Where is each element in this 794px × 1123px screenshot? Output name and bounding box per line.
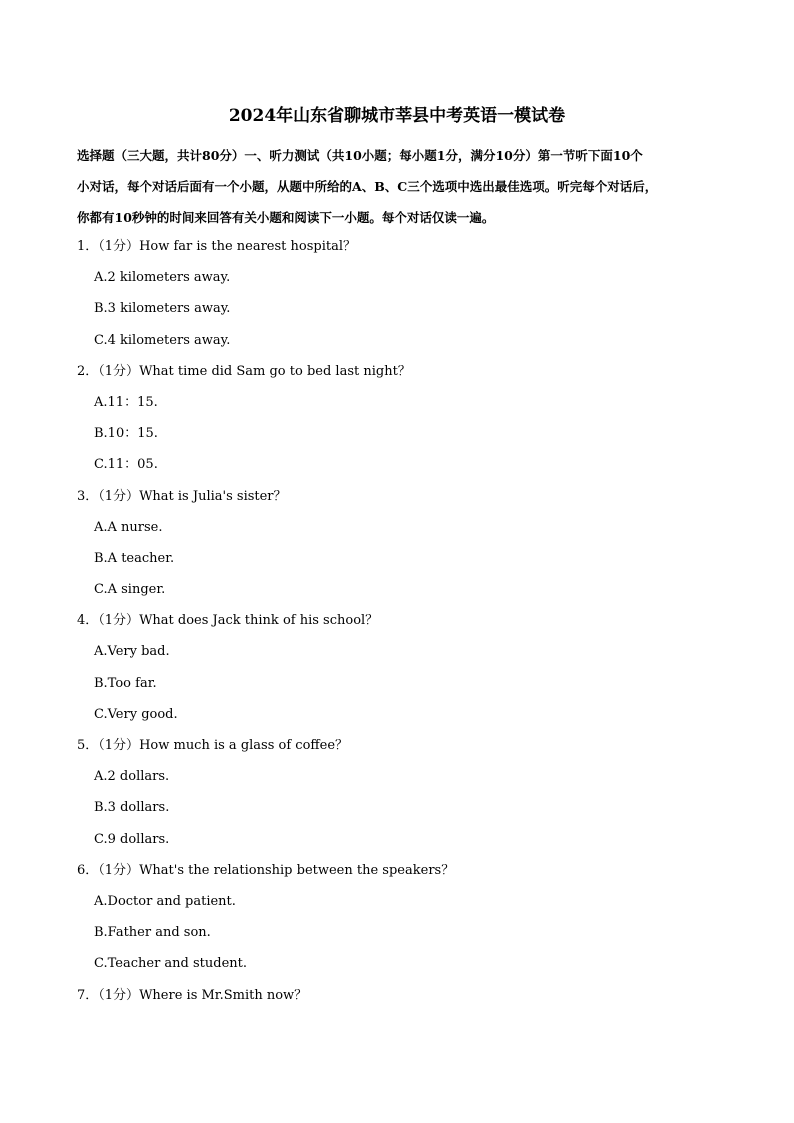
question-score: （1分） xyxy=(98,239,140,254)
question-score: （1分） xyxy=(98,738,140,753)
question-score: （1分） xyxy=(98,987,140,1003)
answer-option: C.Very good. xyxy=(94,706,178,722)
instructions-line: 选择题（三大题，共计80分）一、听力测试（共10小题；每小题1分，满分10分）第一节听下面10个 xyxy=(77,148,643,163)
question-text: What is Julia's sister？ xyxy=(139,488,287,504)
question-score: （1分） xyxy=(98,862,140,878)
question-number: 6． xyxy=(77,862,99,878)
question-score: （1分） xyxy=(98,613,140,629)
answer-option: C.A singer. xyxy=(94,582,166,598)
question-number: 3． xyxy=(77,488,99,504)
section-instructions xyxy=(77,140,727,233)
question-stem xyxy=(77,980,727,1011)
question-list xyxy=(77,231,727,1011)
question-score: （1分） xyxy=(98,363,140,379)
instructions-line: 你都有10秒钟的时间来回答有关小题和阅读下一小题。每个对话仅读一遍。 xyxy=(77,210,495,225)
question-text: How far is the nearest hospital？ xyxy=(139,239,357,254)
question-text: What time did Sam go to bed last night？ xyxy=(139,363,411,379)
answer-option: B.Father and son. xyxy=(94,925,211,941)
question-text: How much is a glass of coffee？ xyxy=(139,738,349,753)
question-stem xyxy=(77,481,727,512)
answer-option: A.11：15. xyxy=(94,394,158,410)
answer-option: C.4 kilometers away. xyxy=(94,332,231,348)
question-number: 5． xyxy=(77,738,99,753)
answer-option: A.Very bad. xyxy=(94,644,170,660)
answer-option: B.3 kilometers away. xyxy=(94,301,231,317)
question-number: 2． xyxy=(77,363,99,379)
question-stem xyxy=(77,231,727,262)
answer-option: C.9 dollars. xyxy=(94,831,170,847)
question-number: 4． xyxy=(77,613,99,629)
question-stem xyxy=(77,855,727,886)
answer-option: B.10：15. xyxy=(94,426,158,442)
question-number: 7． xyxy=(77,987,99,1003)
question-score: （1分） xyxy=(98,488,140,504)
question-text: What's the relationship between the speakers？ xyxy=(139,862,455,878)
answer-option: B.A teacher. xyxy=(94,550,175,566)
question-stem xyxy=(77,730,727,761)
answer-option: A.2 dollars. xyxy=(94,769,170,785)
page-title: 2024年山东省聊城市莘县中考英语一模试卷 xyxy=(228,106,566,126)
answer-option: A.2 kilometers away. xyxy=(94,270,231,286)
question-text: Where is Mr.Smith now？ xyxy=(139,987,308,1003)
answer-option: A.Doctor and patient. xyxy=(94,893,236,909)
question-text: What does Jack think of his school？ xyxy=(139,613,379,629)
question-number: 1． xyxy=(77,239,99,254)
answer-option: B.3 dollars. xyxy=(94,800,170,816)
answer-option: A.A nurse. xyxy=(94,519,163,535)
question-stem xyxy=(77,356,727,387)
answer-option: C.Teacher and student. xyxy=(94,956,248,972)
question-stem xyxy=(77,605,727,636)
answer-option: C.11：05. xyxy=(94,457,158,473)
instructions-line: 小对话，每个对话后面有一个小题，从题中所给的A、B、C三个选项中选出最佳选项。听完每个对话后， xyxy=(77,179,658,194)
answer-option: B.Too far. xyxy=(94,675,157,691)
